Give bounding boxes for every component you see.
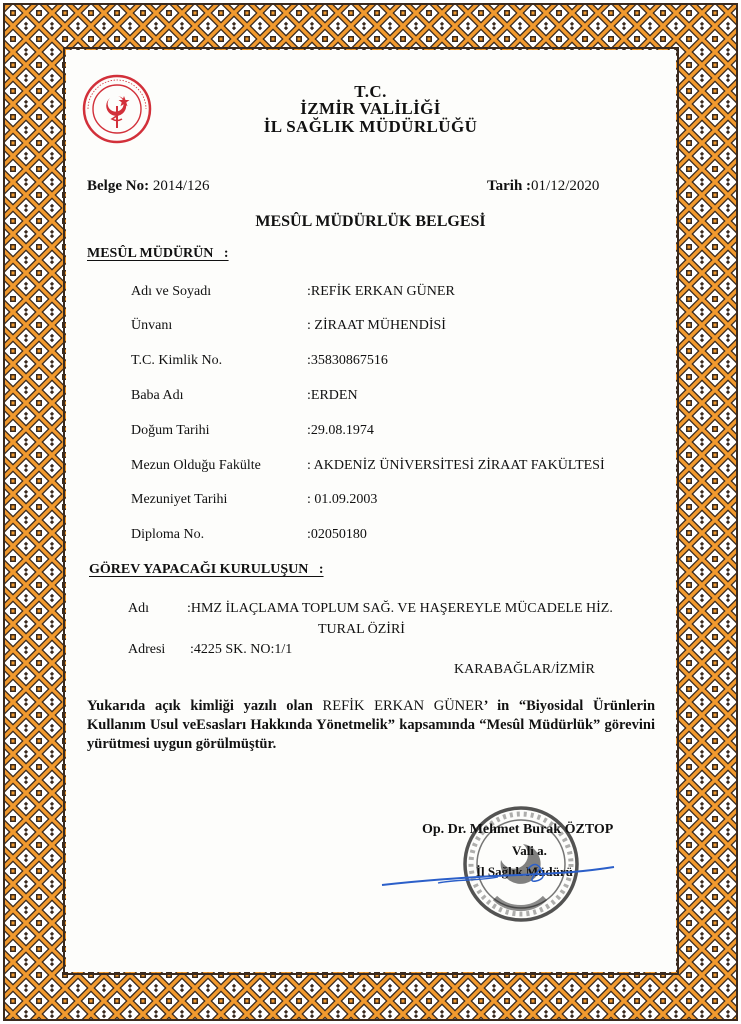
document-date [487,178,599,195]
document-date-label: Tarih : [487,178,532,194]
statement-paragraph [87,697,655,754]
signatory-name: Op. Dr. Mehmet Burak ÖZTOP [422,822,614,837]
field-value-faculty: : AKDENİZ ÜNİVERSİTESİ ZİRAAT FAKÜLTESİ [307,458,605,473]
document-number-label: Belge No: [87,178,150,194]
manager-section-heading: MESÛL MÜDÜRÜN : [87,246,229,261]
field-label-id-number: T.C. Kimlik No. [131,353,223,368]
document-date-value: 01/12/2020 [531,178,600,194]
field-label-father-name: Baba Adı [131,388,184,403]
signatory-title: İl Sağlık Müdürü [476,864,573,879]
field-value-title: : ZİRAAT MÜHENDİSİ [307,318,446,333]
field-label-birth-date: Doğum Tarihi [131,423,210,438]
statement-person-name: REFİK ERKAN GÜNER [322,698,484,714]
document-title: MESÛL MÜDÜRLÜK BELGESİ [255,213,486,230]
field-value-diploma-number: :02050180 [307,527,367,542]
org-address-line2: KARABAĞLAR/İZMİR [454,662,595,677]
field-value-id-number: :35830867516 [307,353,388,368]
header-directorate: İL SAĞLIK MÜDÜRLÜĞÜ [263,117,478,136]
org-name-line1: :HMZ İLAÇLAMA TOPLUM SAĞ. VE HAŞEREYLE MÜCADELE HİZ. [187,601,613,616]
field-label-diploma-number: Diploma No. [131,527,205,542]
document-number [87,178,210,195]
org-name-label: Adı [128,601,149,616]
header-tc: T.C. [354,82,387,101]
org-section-heading: GÖREV YAPACAĞI KURULUŞUN : [89,562,324,577]
statement-part-2: ’ in “Biyosidal Ürünlerin Kullanım Usul veEsasları Hakkında Yönetmelik” kapsamında “Mesûl Müdürlük” görevini yürütmesi uygun görülmüştür. [87,698,656,752]
field-label-faculty: Mezun Olduğu Fakülte [131,458,261,473]
header-governorship: İZMİR VALİLİĞİ [300,99,441,118]
field-value-birth-date: :29.08.1974 [307,423,374,438]
field-value-graduation-date: : 01.09.2003 [307,492,378,507]
document-number-value: 2014/126 [152,178,210,194]
field-value-father-name: :ERDEN [307,388,358,403]
statement-part-1: Yukarıda açık kimliği yazılı olan [87,698,323,714]
field-label-graduation-date: Mezuniyet Tarihi [131,492,228,507]
signatory-vali: Vali a. [512,843,547,858]
field-label-name: Adı ve Soyadı [131,284,212,299]
field-value-name: :REFİK ERKAN GÜNER [307,284,455,299]
org-name-line2: TURAL ÖZİRİ [318,622,405,637]
field-label-title: Ünvanı [131,318,173,333]
org-address-line1: :4225 SK. NO:1/1 [190,642,293,657]
handwritten-signature-icon [378,855,618,895]
org-address-label: Adresi [128,642,166,657]
